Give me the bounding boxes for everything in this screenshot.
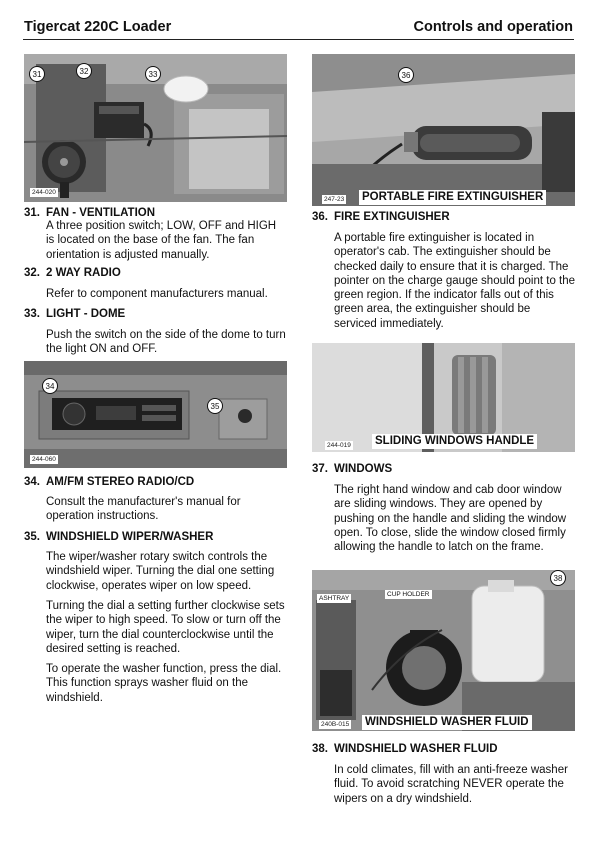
item-33-text: Push the switch on the side of the dome to turn the light ON and OFF. [46,329,286,356]
item-37-heading [312,462,392,476]
item-title: AM/FM STEREO RADIO/CD [46,476,195,488]
item-title: WINDOWS [334,463,393,475]
page-header-title: Tigercat 220C Loader [24,19,172,35]
photo-washer-fluid [312,570,575,731]
item-35-text-1: The wiper/washer rotary switch controls the windshield wiper. Turning the dial one setting clockwise, operates wiper on low speed. [46,551,275,592]
photo-fire-extinguisher [312,54,575,206]
photo-fan-radio-light [24,54,287,202]
item-number: 33. [24,308,40,320]
item-number: 31. [24,207,40,219]
item-32-text: Refer to component manufacturers manual. [46,288,268,300]
callout-38: 38 [550,570,566,586]
photo-code: 244-060 [32,456,56,463]
item-number: 34. [24,476,40,488]
item-number: 35. [24,531,40,543]
page-section-title: Controls and operation [413,19,573,35]
photo-code: 244-019 [327,442,351,449]
item-31-heading [24,206,155,220]
photo-code: 240B-015 [321,721,350,728]
item-36-heading [312,210,450,224]
item-35-text-2: Turning the dial a setting further clockwise sets the wiper to high speed. To slow or turn off the wiper, turn the dial counterclockwise until the desired setting is reached. [46,600,285,655]
item-title: LIGHT - DOME [46,308,126,320]
item-37-text: The right hand window and cab door window are sliding windows. They are opened by pushing on the handle and sliding the window open. To close, slide the window closed firmly allowing the handle to latch on the frame. [334,484,567,554]
callout-33: 33 [145,66,161,82]
item-title: 2 WAY RADIO [46,267,121,279]
item-35-text-3: To operate the washer function, press the dial. This function sprays washer fluid on the windshield. [46,663,282,704]
callout-36: 36 [398,67,414,83]
item-title: FIRE EXTINGUISHER [334,211,450,223]
item-33-heading [24,307,125,321]
callout-31: 31 [29,66,45,82]
item-35-heading [24,530,213,544]
item-title: WINDSHIELD WIPER/WASHER [46,531,214,543]
callout-34: 34 [42,378,58,394]
item-number: 38. [312,743,328,755]
item-38-text: In cold climates, fill with an anti-freeze washer fluid. To avoid scratching NEVER operate the wipers on a dry windshield. [334,764,568,805]
item-34-heading [24,475,194,489]
photo-caption: WINDSHIELD WASHER FLUID [362,715,532,730]
item-number: 36. [312,211,328,223]
photo-caption: PORTABLE FIRE EXTINGUISHER [359,190,546,205]
item-number: 32. [24,267,40,279]
photo-code: 244-020 [32,189,56,196]
photo-extinguisher-drawing [312,54,575,206]
callout-32: 32 [76,63,92,79]
photo-washer-drawing [312,570,575,731]
callout-35: 35 [207,398,223,414]
photo-stereo-drawing [24,361,287,468]
item-31-text: A three position switch; LOW, OFF and HIGH is located on the base of the fan. The fan orientation is adjusted manually. [46,220,277,261]
photo-code: 247-23 [324,196,345,203]
item-36-text: A portable fire extinguisher is located in operator's cab. The extinguisher should be checked daily to ensure that it is charged. The pointer on the charge gauge should point to the green region. If the indicator falls out of this green area, the extinguisher should be serviced immediately. [334,232,576,330]
label-cup-holder: CUP HOLDER [387,591,430,598]
item-32-heading [24,266,121,280]
header-rule [23,39,574,40]
photo-stereo [24,361,287,468]
item-title: WINDSHIELD WASHER FLUID [334,743,498,755]
item-number: 37. [312,463,328,475]
item-title: FAN - VENTILATION [46,207,156,219]
photo-sliding-windows [312,343,575,452]
photo-caption: SLIDING WINDOWS HANDLE [372,434,537,449]
item-34-text: Consult the manufacturer's manual for operation instructions. [46,496,241,523]
label-ashtray: ASHTRAY [319,595,350,602]
item-38-heading [312,742,498,756]
